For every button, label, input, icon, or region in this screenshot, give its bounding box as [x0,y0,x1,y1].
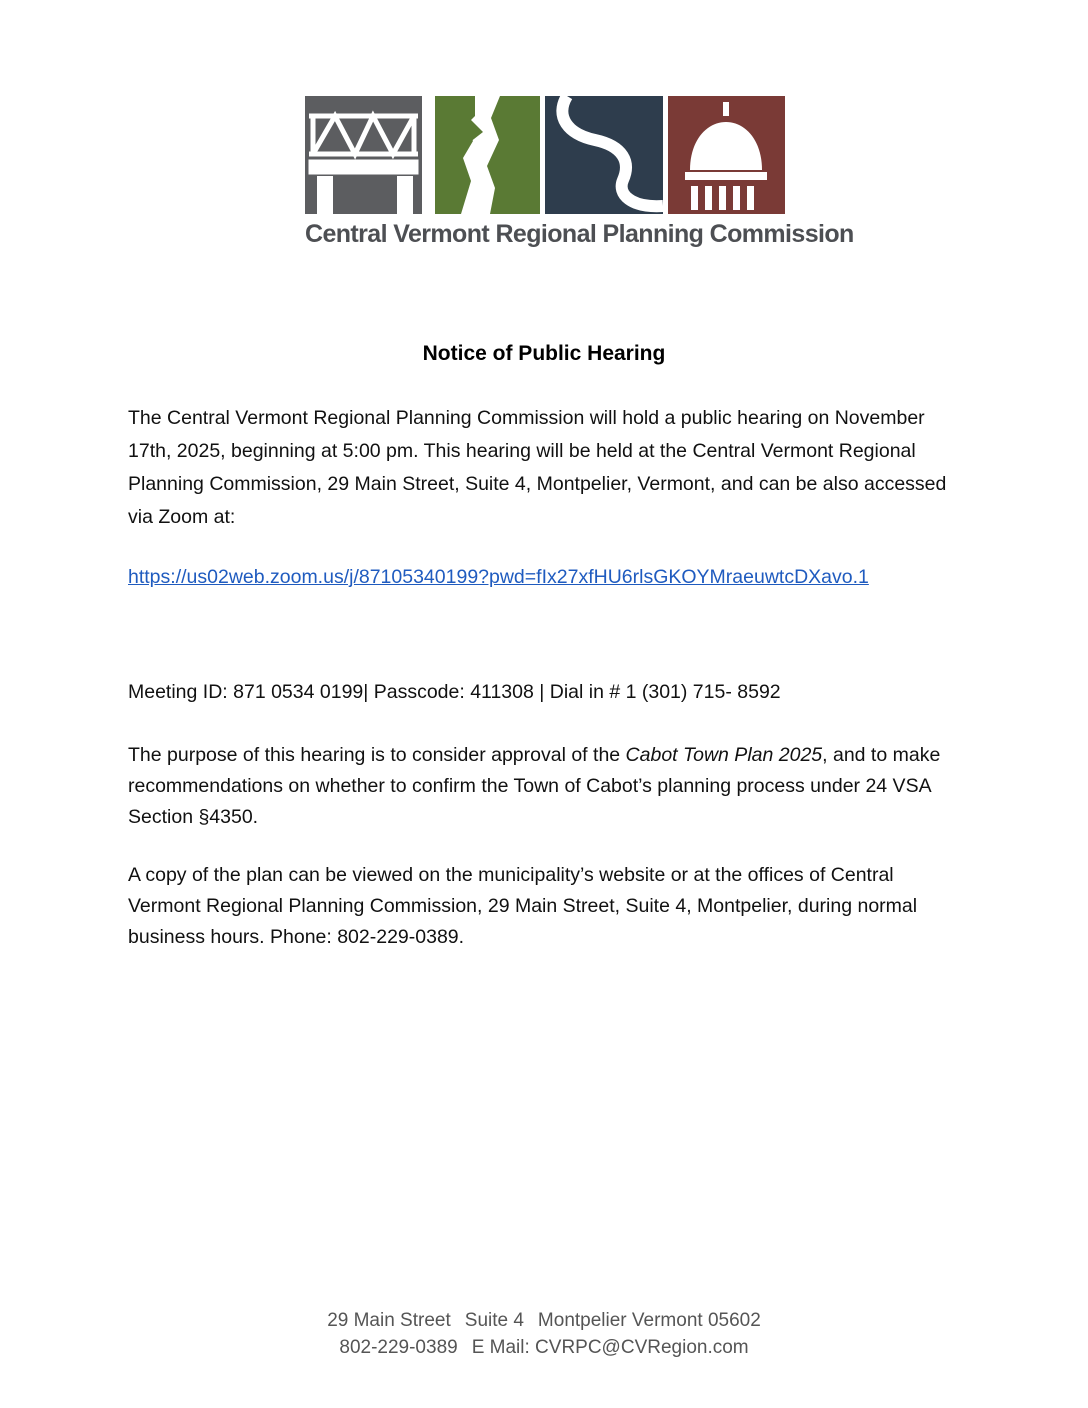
footer-suite: Suite 4 [464,1310,524,1331]
notice-title: Notice of Public Hearing [422,342,666,365]
footer-city: Montpelier Vermont 05602 [537,1310,761,1331]
hearing-details-paragraph: The Central Vermont Regional Planning Commission will hold a public hearing on November 17th, 2025, beginning at 5:00 pm. This hearing will be held at the Central Vermont Regional Planning Commission, 29 Main Street, Suite 4, Montpelier, Vermont, and can be also accessed via Zoom at: [128,407,947,528]
footer-contact [0,1334,1088,1361]
cvrpc-logo [305,96,854,256]
footer-address [0,1307,1088,1334]
purpose-text-end: , and to make recommendations on whether to confirm the Town of Cabot’s planning process under 24 VSA Section §4350. [128,744,941,828]
footer-email: E Mail: CVRPC@CVRegion.com [471,1337,749,1358]
footer-street: 29 Main Street [327,1310,451,1331]
purpose-paragraph [128,740,968,833]
logo-graphic [305,96,785,216]
copy-availability-paragraph: A copy of the plan can be viewed on the municipality’s website or at the offices of Central Vermont Regional Planning Commission, 29 Main Street, Suite 4, Montpelier, during normal business hours. Phone: 802-229-0389. [128,864,918,948]
meeting-info: Meeting ID: 871 0534 0199| Passcode: 411308 | Dial in # 1 (301) 715- 8592 [128,681,781,703]
plan-title: Cabot Town Plan 2025 [625,744,823,766]
footer-phone: 802-229-0389 [339,1337,458,1358]
zoom-link[interactable]: https://us02web.zoom.us/j/87105340199?pwd=fIx27xfHU6rlsGKOYMraeuwtcDXavo.1 [128,566,869,588]
logo-organization-name: Central Vermont Regional Planning Commission [305,220,854,248]
purpose-text-start: The purpose of this hearing is to consider approval of the [128,744,626,766]
